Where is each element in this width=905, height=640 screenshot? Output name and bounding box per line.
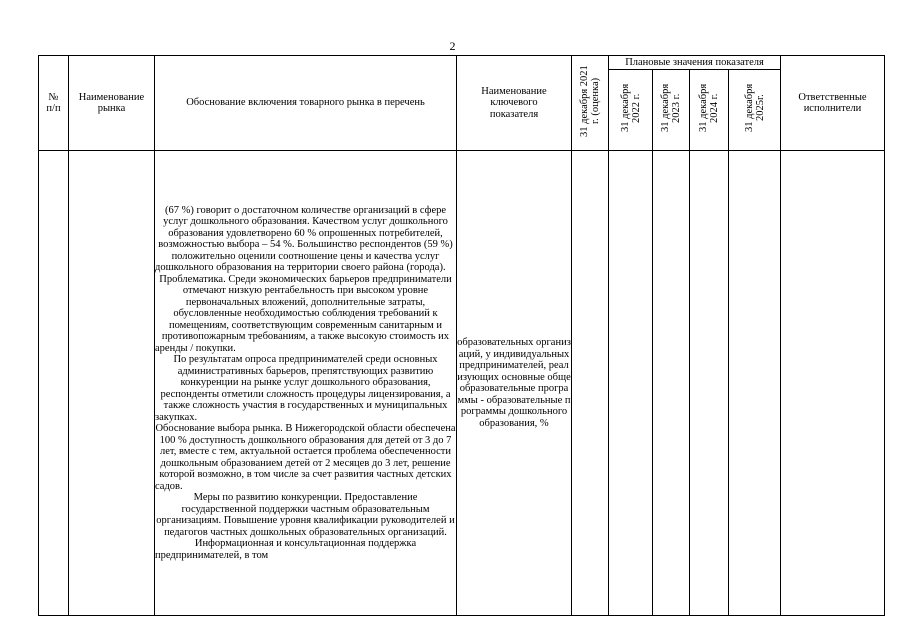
cell-market-name <box>69 151 155 616</box>
cell-year-2025 <box>729 151 781 616</box>
header-estimate-2021 <box>572 56 609 151</box>
justification-paragraph: По результатам опроса предпринимателей среди основных административных барьеров, препятствующих развитию конкуренции на рынке услуг дошкольного образования, респонденты отметили сложность процедуры лицензирования, а также сложность участия в государственных и муниципальных закупках. <box>155 354 451 423</box>
header-estimate-2021-text: 31 декабря 2021 г. (оценка) <box>579 65 601 138</box>
year-2022-text: 31 декабря 2022 г. <box>619 84 642 133</box>
cell-year-2024 <box>690 151 729 616</box>
header-market-name: Наименование рынка <box>69 56 155 151</box>
indicator-text: образовательных организаций, у индивидуальных предпринимателей, реализующих основные общеобразовательные программы - образовательные программы дошкольного образования, % <box>457 337 571 429</box>
page-number: 2 <box>449 39 456 53</box>
header-responsible: Ответственные исполнители <box>781 56 885 151</box>
header-indicator-name: Наименование ключевого показателя <box>457 56 572 151</box>
header-year-2024 <box>690 70 729 151</box>
header-planned-values: Плановые значения показателя <box>609 56 781 70</box>
header-year-2023 <box>653 70 690 151</box>
cell-estimate-2021 <box>572 151 609 616</box>
year-2023-text: 31 декабря 2023 г. <box>660 84 682 133</box>
year-2024-text: 31 декабря 2024 г. <box>698 84 720 133</box>
header-justification: Обоснование включения товарного рынка в перечень <box>155 56 457 151</box>
header-year-2025 <box>729 70 781 151</box>
indicator-table <box>38 55 885 616</box>
justification-paragraph: (67 %) говорит о достаточном количестве организаций в сфере услуг дошкольного образования. Качеством услуг дошкольного образования удовлетворено 60 % опрошенных потребителей, возможностью выбора – 54 %. Большинство респондентов (59 %) положительно оценили соотношение цены и качества услуг дошкольного образования на территории своего района (города). <box>155 204 453 274</box>
year-2025-text: 31 декабря 2025г. <box>743 84 766 133</box>
cell-indicator <box>457 151 572 616</box>
justification-paragraph: Проблематика. Среди экономических барьеров предприниматели отмечают низкую рентабельность при высоком уровне первоначальных вложений, дополнительные затраты, обусловленные необходимостью соблюдения требований к помещениям, соответствующим современным санитарным и противопожарным требованиям, а также высокую стоимость их аренды / покупки. <box>155 273 452 354</box>
cell-responsible <box>781 151 885 616</box>
header-year-2022 <box>609 70 653 151</box>
justification-paragraph: Меры по развитию конкуренции. Предоставление государственной поддержки частным образовательным организациям. Повышение уровня квалификации руководителей и педагогов частных дошкольных образовательных организаций. Информационная и консультационная поддержка предпринимателей, в том <box>155 492 455 561</box>
cell-year-2022 <box>609 151 653 616</box>
cell-justification <box>155 151 457 616</box>
cell-num <box>39 151 69 616</box>
justification-paragraph: Обоснование выбора рынка. В Нижегородской области обеспечена 100 % доступность дошкольного образования для детей от 3 до 7 лет, вместе с тем, актуальной остается проблема обеспеченности дошкольным образованием детей от 2 месяцев до 3 лет, решение которой возможно, в том числе за счет развития частных детских садов. <box>155 423 456 492</box>
header-num: № п/п <box>39 56 69 151</box>
cell-year-2023 <box>653 151 690 616</box>
